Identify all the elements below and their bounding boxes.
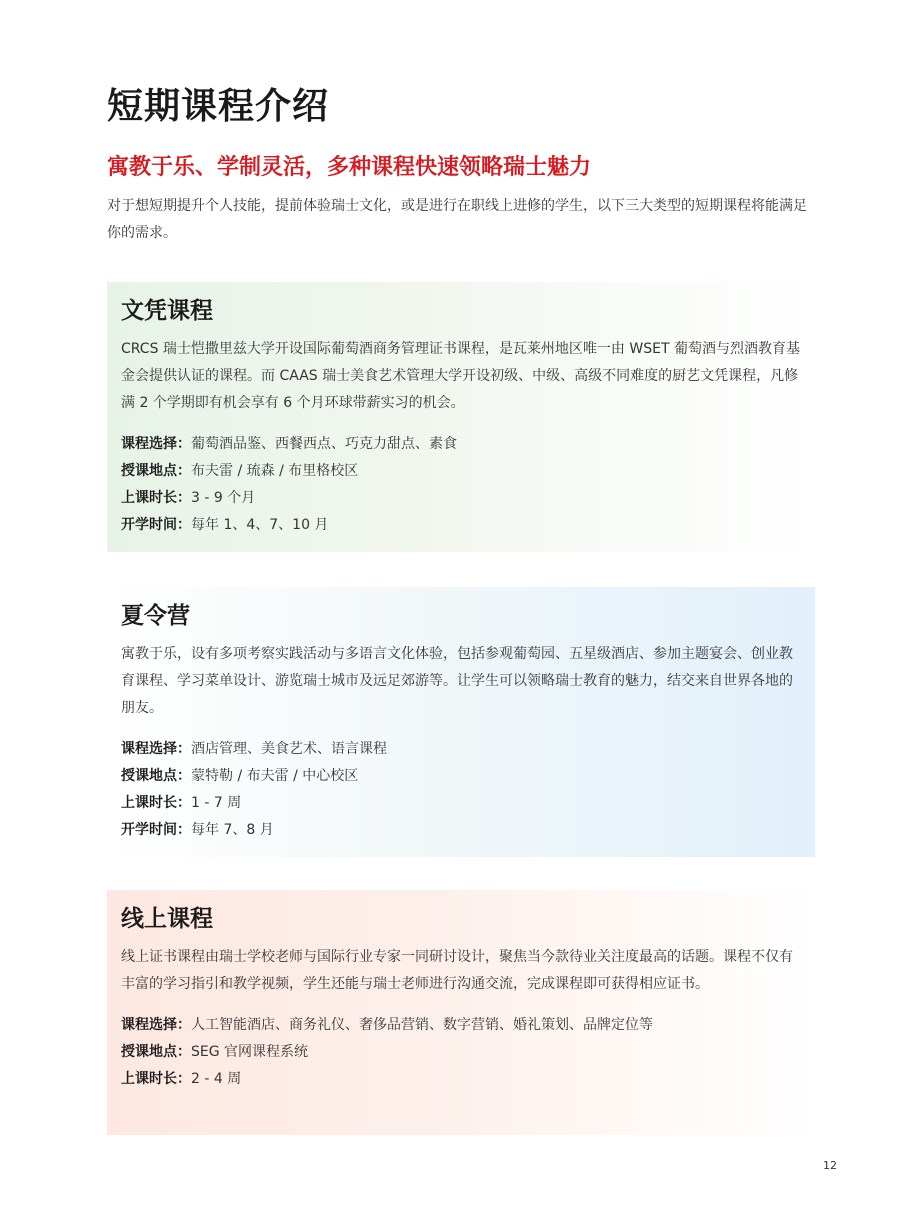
info-value: 每年 7、8 月 <box>191 822 274 838</box>
info-value: SEG 官网课程系统 <box>191 1044 309 1060</box>
info-label: 课程选择： <box>121 1017 191 1033</box>
info-label: 课程选择： <box>121 741 191 757</box>
card-description: 寓教于乐，设有多项考察实践活动与多语言文化体验，包括参观葡萄园、五星级酒店、参加主题宴会、创业教育课程、学习菜单设计、游览瑞士城市及远足郊游等。让学生可以领略瑞士教育的魅力，结交来自世界各地的朋友。 <box>121 646 793 716</box>
info-row-location <box>121 1039 801 1066</box>
card-info-list <box>121 431 801 539</box>
page-subtitle: 寓教于乐、学制灵活，多种课程快速领略瑞士魅力 <box>107 155 592 180</box>
info-label: 开学时间： <box>121 517 191 533</box>
info-row-location <box>121 458 801 485</box>
card-online-courses <box>107 890 815 1135</box>
info-label: 课程选择： <box>121 436 191 452</box>
info-value: 布夫雷 / 琉森 / 布里格校区 <box>191 463 359 479</box>
info-label: 上课时长： <box>121 795 191 811</box>
intro-paragraph: 对于想短期提升个人技能，提前体验瑞士文化，或是进行在职线上进修的学生，以下三大类型的短期课程将能满足你的需求。 <box>107 198 807 241</box>
info-value: 蒙特勒 / 布夫雷 / 中心校区 <box>191 768 359 784</box>
info-label: 上课时长： <box>121 490 191 506</box>
info-row-duration <box>121 1066 801 1093</box>
info-value: 3 - 9 个月 <box>191 490 256 506</box>
info-value: 1 - 7 周 <box>191 795 242 811</box>
info-value: 人工智能酒店、商务礼仪、奢侈品营销、数字营销、婚礼策划、品牌定位等 <box>191 1017 653 1033</box>
info-label: 授课地点： <box>121 768 191 784</box>
info-value: 酒店管理、美食艺术、语言课程 <box>191 741 387 757</box>
card-summer-camp <box>107 587 815 857</box>
card-description: CRCS 瑞士恺撒里兹大学开设国际葡萄酒商务管理证书课程，是瓦莱州地区唯一由 WSET 葡萄酒与烈酒教育基金会提供认证的课程。而 CAAS 瑞士美食艺术管理大学开设初级、中级、高级不同难度的厨艺文凭课程，凡修满 2 个学期即有机会享有 6 个月环球带薪实习的机会。 <box>121 341 800 411</box>
info-row-location <box>121 763 801 790</box>
info-label: 授课地点： <box>121 463 191 479</box>
card-info-list <box>121 1012 801 1093</box>
info-row-course-options <box>121 431 801 458</box>
card-description: 线上证书课程由瑞士学校老师与国际行业专家一同研讨设计，聚焦当今款待业关注度最高的话题。课程不仅有丰富的学习指引和教学视频，学生还能与瑞士老师进行沟通交流，完成课程即可获得相应证书。 <box>121 949 793 992</box>
info-row-start-date <box>121 817 801 844</box>
info-value: 2 - 4 周 <box>191 1071 242 1087</box>
info-label: 开学时间： <box>121 822 191 838</box>
info-row-duration <box>121 790 801 817</box>
card-diploma-courses <box>107 282 815 552</box>
info-row-course-options <box>121 1012 801 1039</box>
info-label: 授课地点： <box>121 1044 191 1060</box>
info-row-course-options <box>121 736 801 763</box>
info-row-duration <box>121 485 801 512</box>
card-title: 夏令营 <box>121 603 190 629</box>
card-info-list <box>121 736 801 844</box>
card-title: 线上课程 <box>121 906 213 932</box>
page-title: 短期课程介绍 <box>107 86 330 127</box>
info-value: 葡萄酒品鉴、西餐西点、巧克力甜点、素食 <box>191 436 457 452</box>
card-title: 文凭课程 <box>121 298 213 324</box>
page-number: 12 <box>823 1159 837 1172</box>
info-value: 每年 1、4、7、10 月 <box>191 517 329 533</box>
info-label: 上课时长： <box>121 1071 191 1087</box>
info-row-start-date <box>121 512 801 539</box>
